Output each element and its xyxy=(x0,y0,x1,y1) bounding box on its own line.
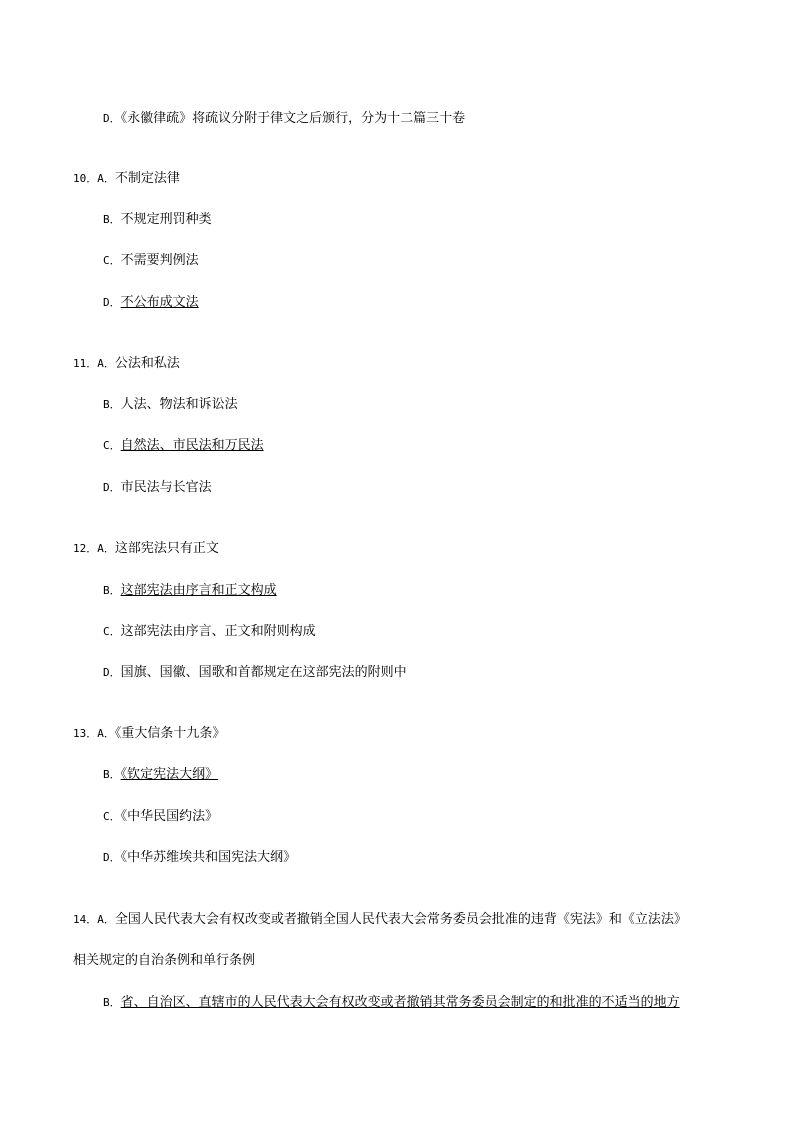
option-marker: D． xyxy=(103,112,121,125)
option-line xyxy=(103,253,199,269)
option-marker: C． xyxy=(103,439,121,452)
option-text: 不规定刑罚种类 xyxy=(120,212,212,227)
answer-text: 省、自治区、直辖市的人民代表大会有权改变或者撤销其常务委员会制定的和批准的不适当的地方 xyxy=(120,995,680,1010)
option-marker: B． xyxy=(103,398,121,411)
option-marker: B． xyxy=(103,584,121,597)
question-marker: 13．A． xyxy=(73,727,115,740)
option-marker: D． xyxy=(103,666,121,679)
option-line xyxy=(103,809,218,825)
option-marker: D． xyxy=(103,481,121,494)
option-marker: C． xyxy=(103,625,121,638)
continuation-line xyxy=(73,953,255,969)
option-line xyxy=(103,850,296,866)
question-marker: 11．A． xyxy=(73,357,115,370)
answer-text: 《钦定宪法大纲》 xyxy=(120,767,219,782)
option-line xyxy=(103,438,264,454)
option-text: 《永徽律疏》将疏议分附于律文之后颁行，分为十二篇三十卷 xyxy=(120,111,466,126)
answer-text: 不公布成文法 xyxy=(120,295,199,310)
question-marker: 12．A． xyxy=(73,542,115,555)
option-marker: C． xyxy=(103,810,121,823)
option-text: 这部宪法只有正文 xyxy=(114,541,219,556)
option-line xyxy=(103,111,465,127)
question-marker: 14．A． xyxy=(73,913,115,926)
option-text: 《重大信条十九条》 xyxy=(114,726,226,741)
option-line xyxy=(103,397,238,413)
option-marker: D． xyxy=(103,296,121,309)
question-line xyxy=(73,541,219,557)
option-marker: D． xyxy=(103,851,121,864)
option-marker: B． xyxy=(103,996,121,1009)
option-line xyxy=(103,665,407,681)
option-line xyxy=(103,295,199,311)
option-line xyxy=(103,480,212,496)
option-text: 相关规定的自治条例和单行条例 xyxy=(73,953,256,968)
question-line xyxy=(73,356,180,372)
option-text: 不需要判例法 xyxy=(120,253,199,268)
option-line xyxy=(103,767,218,783)
option-text: 人法、物法和诉讼法 xyxy=(120,397,238,412)
option-line xyxy=(103,212,212,228)
option-text: 公法和私法 xyxy=(114,356,180,371)
question-line xyxy=(73,171,180,187)
answer-text: 自然法、市民法和万民法 xyxy=(120,438,264,453)
option-text: 全国人民代表大会有权改变或者撤销全国人民代表大会常务委员会批准的违背《宪法》和《立法法》 xyxy=(114,912,687,927)
answer-text: 这部宪法由序言和正文构成 xyxy=(120,583,277,598)
option-text: 市民法与长官法 xyxy=(120,480,212,495)
option-text: 不制定法律 xyxy=(114,171,180,186)
question-line xyxy=(73,726,225,742)
option-marker: C． xyxy=(103,254,121,267)
option-marker: B． xyxy=(103,768,121,781)
question-line xyxy=(73,912,687,928)
option-text: 国旗、国徽、国歌和首都规定在这部宪法的附则中 xyxy=(120,665,407,680)
option-line xyxy=(103,583,277,599)
option-text: 这部宪法由序言、正文和附则构成 xyxy=(120,624,316,639)
option-text: 《中华苏维埃共和国宪法大纲》 xyxy=(120,850,297,865)
option-text: 《中华民国约法》 xyxy=(120,809,219,824)
question-marker: 10．A． xyxy=(73,172,115,185)
option-line xyxy=(103,995,680,1011)
option-marker: B． xyxy=(103,213,121,226)
option-line xyxy=(103,624,316,640)
